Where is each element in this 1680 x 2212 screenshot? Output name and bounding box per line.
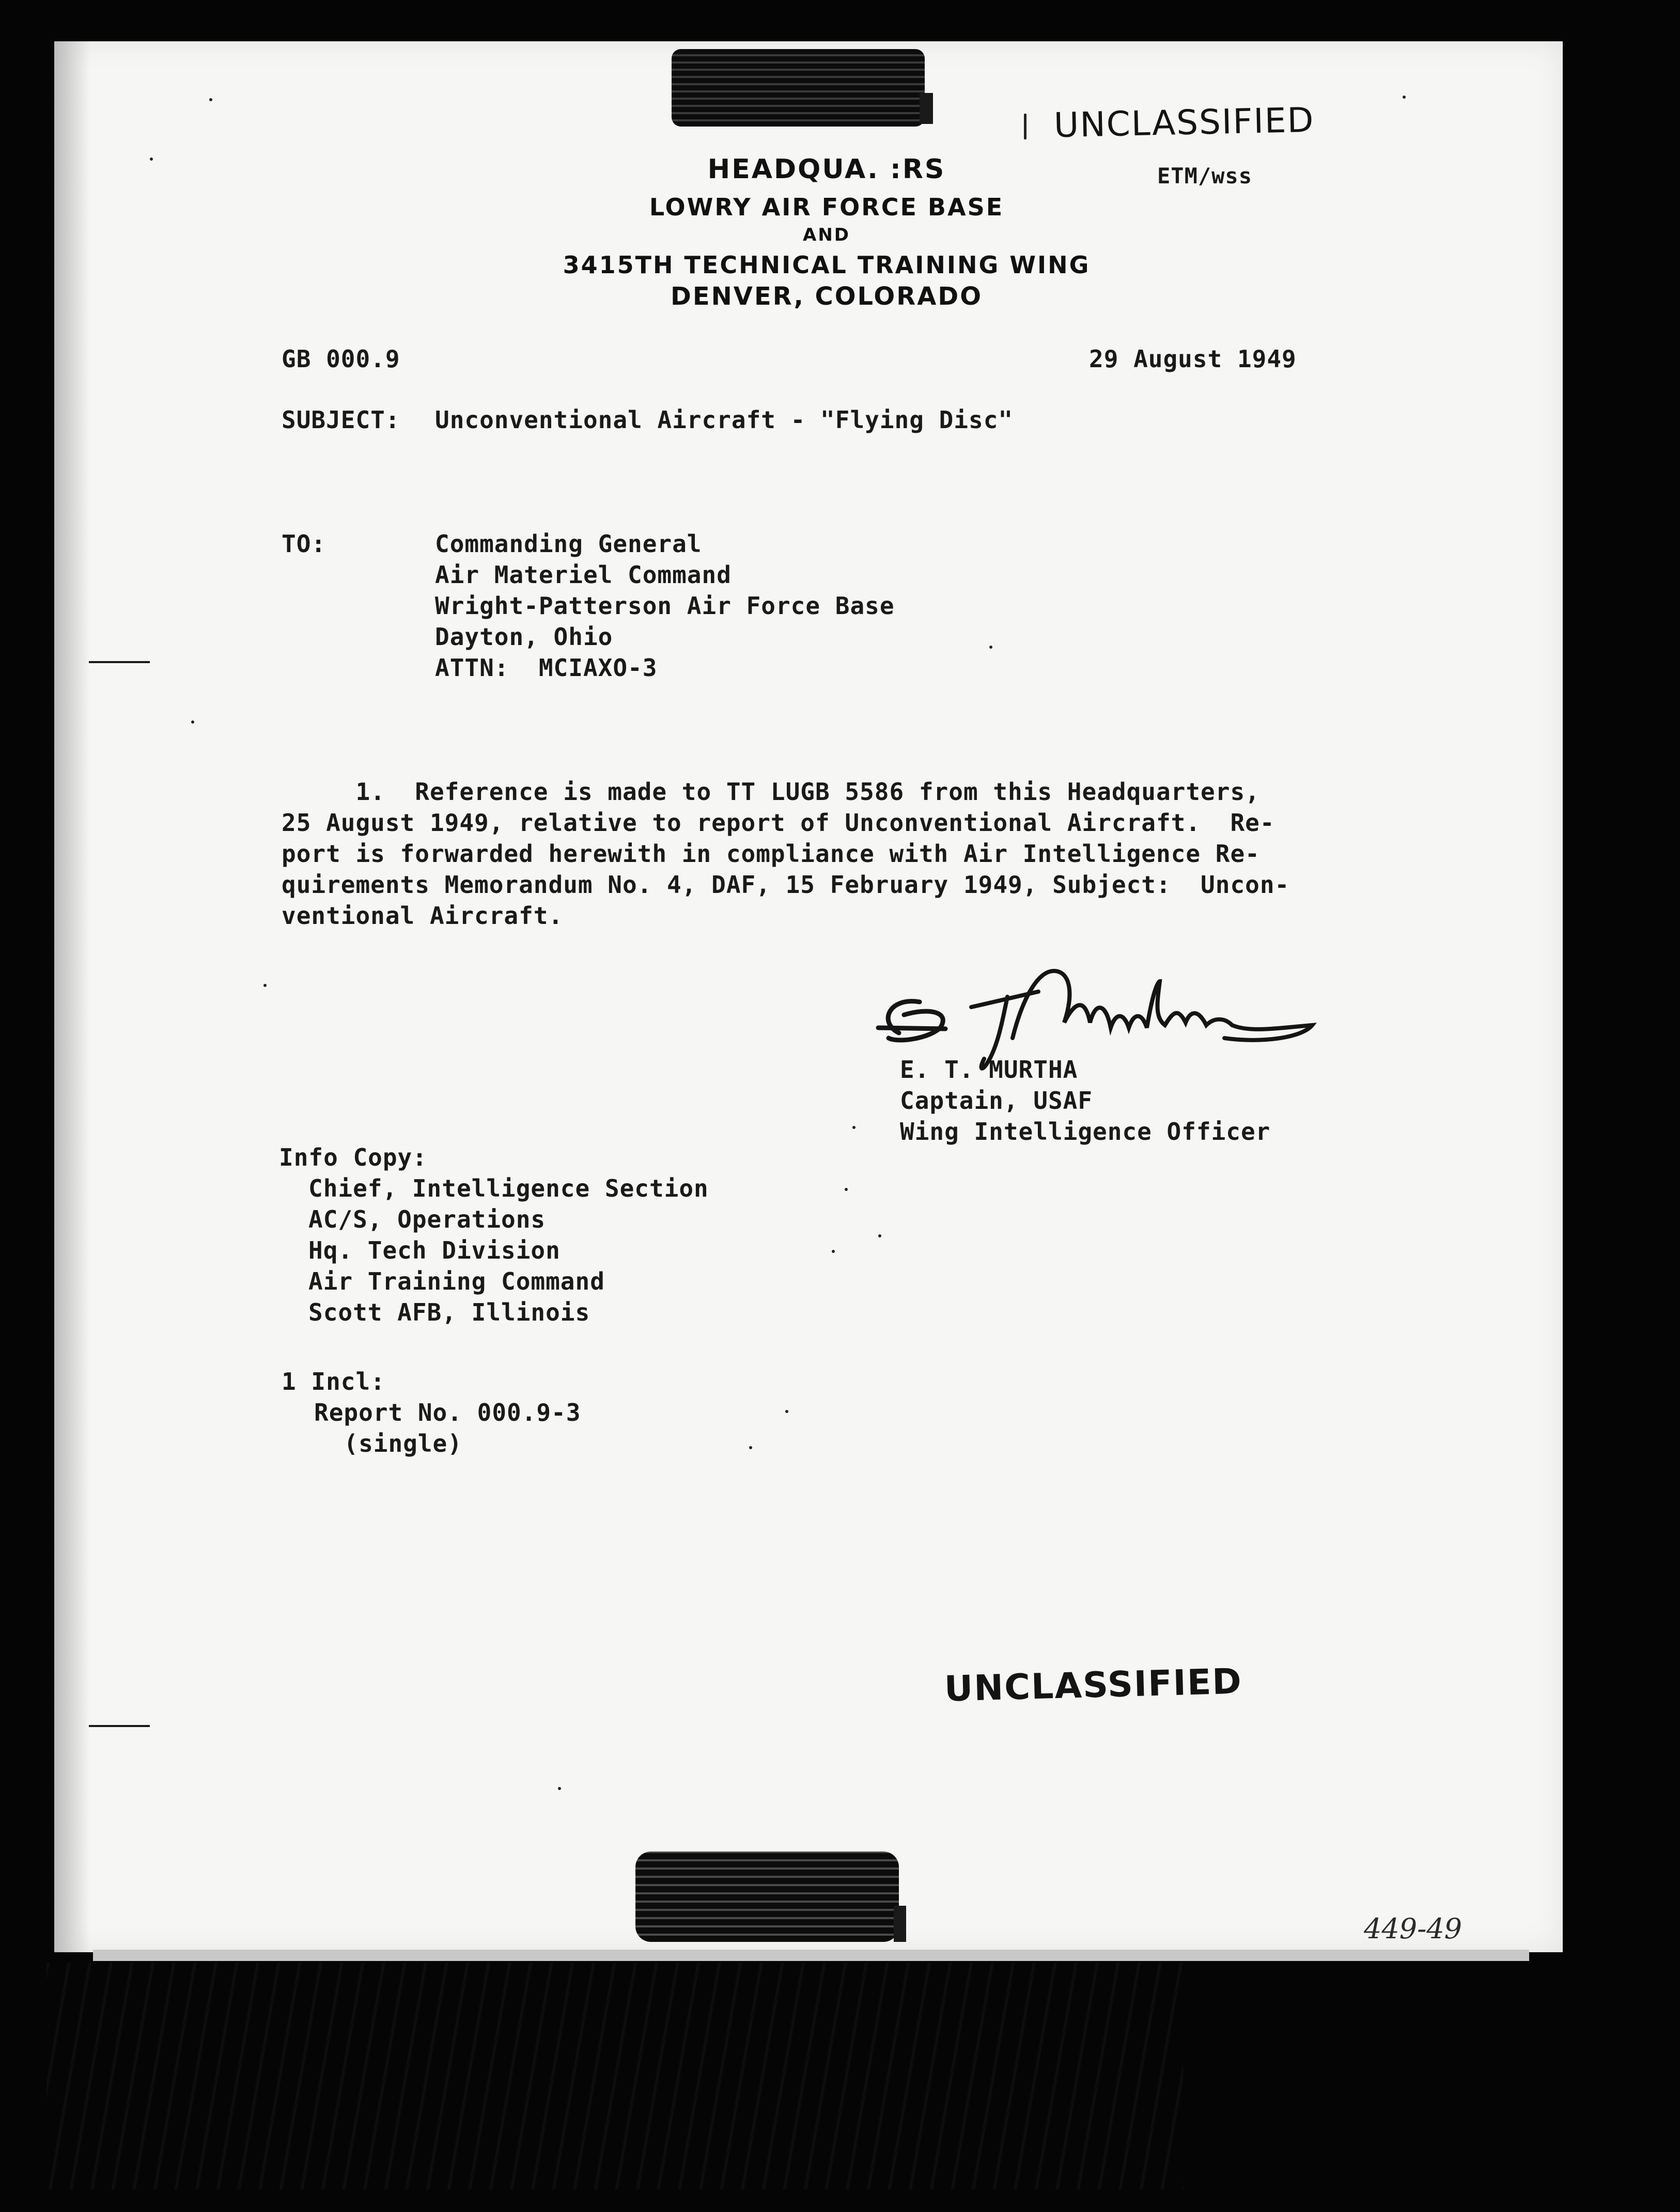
dust-speck <box>1403 96 1406 99</box>
file-number: GB 000.9 <box>282 345 400 373</box>
dust-speck <box>785 1410 788 1413</box>
body-line: 1. Reference is made to TT LUGB 5586 from this Headquarters, <box>282 778 1260 806</box>
margin-fold-mark <box>89 1725 150 1727</box>
redacted-bottom-stamp <box>635 1852 899 1942</box>
enclosure-label: 1 Incl: <box>282 1368 385 1395</box>
dust-speck <box>832 1250 835 1253</box>
dust-speck <box>191 720 194 724</box>
addressee-line: Commanding General <box>435 530 702 558</box>
dust-speck <box>150 158 153 161</box>
letterhead-line-3: AND <box>803 225 850 245</box>
stamp-tick-mark <box>1024 114 1026 139</box>
addressee-line: ATTN: MCIAXO-3 <box>435 654 658 682</box>
dust-speck <box>558 1787 561 1790</box>
subject-text: Unconventional Aircraft - "Flying Disc" <box>435 406 1014 434</box>
info-copy-label: Info Copy: <box>279 1143 427 1171</box>
signer-title: Wing Intelligence Officer <box>900 1118 1271 1146</box>
redacted-top-stamp <box>672 49 925 127</box>
addressee-line: Air Materiel Command <box>435 561 732 589</box>
margin-fold-mark <box>89 661 150 663</box>
letterhead-line-2: LOWRY AIR FORCE BASE <box>649 193 1004 221</box>
page-bottom-edge <box>93 1950 1529 1961</box>
handwritten-file-number: 449-49 <box>1364 1912 1463 1945</box>
dust-speck <box>989 646 992 649</box>
page-edge-shadow <box>54 41 90 1952</box>
dust-speck <box>852 1126 855 1129</box>
enclosure-line: Report No. 000.9-3 <box>314 1399 581 1426</box>
reference-initials: ETM/wss <box>1157 163 1253 189</box>
body-line: 25 August 1949, relative to report of Unconventional Aircraft. Re- <box>282 809 1275 837</box>
dust-speck <box>263 984 267 987</box>
document-date: 29 August 1949 <box>1089 345 1297 373</box>
document-page <box>54 41 1563 1952</box>
addressee-line: Wright-Patterson Air Force Base <box>435 592 895 620</box>
top-unclassified-stamp: UNCLASSIFIED <box>1053 100 1315 146</box>
info-copy-line: Hq. Tech Division <box>308 1236 561 1264</box>
signer-name: E. T. MURTHA <box>900 1056 1078 1084</box>
dust-speck <box>749 1446 752 1449</box>
body-line: port is forwarded herewith in compliance with Air Intelligence Re- <box>282 840 1260 868</box>
letterhead-line-4: 3415TH TECHNICAL TRAINING WING <box>563 251 1091 279</box>
info-copy-line: AC/S, Operations <box>308 1205 546 1233</box>
subject-label: SUBJECT: <box>282 406 400 434</box>
redaction-bracket <box>920 93 933 124</box>
enclosure-line: (single) <box>314 1430 462 1457</box>
dust-speck <box>209 98 212 101</box>
letterhead-line-1: HEADQUA. :RS <box>707 154 946 185</box>
addressee-line: Dayton, Ohio <box>435 623 613 651</box>
bottom-unclassified-stamp: UNCLASSIFIED <box>944 1661 1243 1710</box>
info-copy-line: Scott AFB, Illinois <box>308 1298 590 1326</box>
redaction-bracket <box>894 1906 906 1942</box>
info-copy-line: Air Training Command <box>308 1267 605 1295</box>
body-line: quirements Memorandum No. 4, DAF, 15 February 1949, Subject: Uncon- <box>282 871 1290 899</box>
film-scratches <box>46 1963 1183 2190</box>
body-line: ventional Aircraft. <box>282 902 564 930</box>
signer-rank: Captain, USAF <box>900 1087 1093 1115</box>
dust-speck <box>845 1188 848 1191</box>
letterhead-line-5: DENVER, COLORADO <box>670 282 983 311</box>
info-copy-line: Chief, Intelligence Section <box>308 1174 709 1202</box>
dust-speck <box>878 1234 881 1237</box>
to-label: TO: <box>282 530 326 558</box>
